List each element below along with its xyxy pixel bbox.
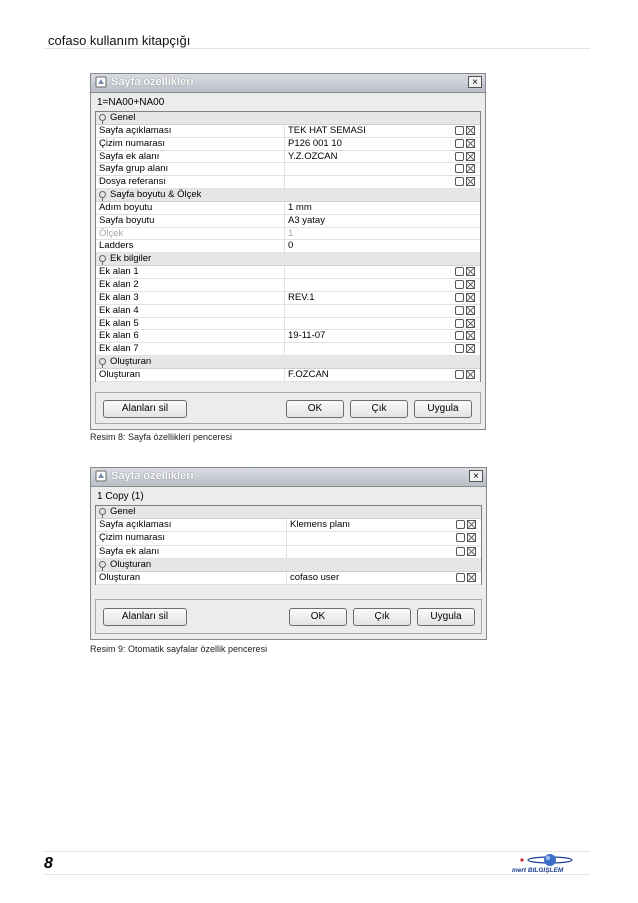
column-divider — [284, 240, 285, 252]
property-row[interactable] — [96, 292, 480, 305]
column-divider — [284, 163, 285, 175]
edit-icon[interactable] — [455, 267, 464, 276]
expand-icon[interactable] — [99, 191, 106, 198]
edit-icon[interactable] — [455, 331, 464, 340]
expand-icon[interactable] — [99, 561, 106, 568]
property-value[interactable]: 19-11-07 — [288, 330, 326, 342]
row-actions — [455, 344, 477, 354]
edit-icon[interactable] — [455, 344, 464, 353]
edit-icon[interactable] — [456, 547, 465, 556]
row-actions — [455, 319, 477, 329]
clear-fields-button[interactable]: Alanları sil — [103, 608, 187, 626]
property-row[interactable] — [96, 572, 481, 585]
brand-logo — [512, 852, 582, 876]
property-name: Ek alan 3 — [99, 291, 139, 303]
title-bar[interactable] — [91, 468, 486, 487]
column-divider — [286, 532, 287, 544]
column-divider — [286, 546, 287, 558]
delete-icon[interactable] — [466, 152, 475, 161]
ok-button[interactable]: OK — [286, 400, 344, 418]
row-actions — [456, 533, 478, 543]
column-divider — [284, 266, 285, 278]
row-actions — [455, 267, 477, 277]
property-row[interactable] — [96, 266, 480, 279]
edit-icon[interactable] — [455, 177, 464, 186]
section-label: Oluşturan — [110, 356, 152, 368]
edit-icon[interactable] — [455, 293, 464, 302]
property-value[interactable]: TEK HAT SEMASI — [288, 124, 366, 136]
property-name: Çizim numarası — [99, 137, 165, 149]
button-bar — [95, 599, 482, 634]
row-actions — [455, 177, 477, 187]
page-properties-dialog — [90, 73, 486, 430]
column-divider — [284, 151, 285, 163]
section-label: Oluşturan — [110, 558, 152, 570]
delete-icon[interactable] — [466, 319, 475, 328]
row-actions — [456, 573, 478, 583]
ok-button[interactable]: OK — [289, 608, 347, 626]
expand-icon[interactable] — [99, 358, 106, 365]
dialog-title: Sayfa özellikleri — [111, 470, 194, 482]
column-divider — [284, 215, 285, 227]
column-divider — [284, 343, 285, 355]
property-name: Sayfa açıklaması — [99, 519, 172, 531]
expand-icon[interactable] — [99, 255, 106, 262]
property-name: Dosya referansı — [99, 176, 167, 188]
section-label: Genel — [110, 506, 136, 517]
column-divider — [284, 330, 285, 342]
property-name: Ladders — [99, 240, 134, 252]
edit-icon[interactable] — [456, 520, 465, 529]
row-actions — [455, 280, 477, 290]
section-label: Genel — [110, 112, 136, 123]
row-actions — [456, 520, 478, 530]
close-button[interactable]: × — [468, 76, 482, 88]
properties-table — [95, 505, 482, 585]
property-name: Sayfa grup alanı — [99, 163, 169, 175]
column-divider — [284, 138, 285, 150]
exit-button[interactable]: Çık — [353, 608, 411, 626]
column-divider — [284, 369, 285, 381]
property-row[interactable] — [96, 151, 480, 164]
row-actions — [456, 547, 478, 557]
document-title: cofaso kullanım kitapçığı — [48, 33, 191, 48]
delete-icon[interactable] — [466, 267, 475, 276]
delete-icon[interactable] — [467, 520, 476, 529]
property-name: Ek alan 2 — [99, 278, 139, 290]
section-header[interactable] — [96, 356, 480, 369]
row-actions — [455, 293, 477, 303]
footer-divider-bottom — [44, 874, 590, 875]
property-name: Sayfa boyutu — [99, 214, 155, 226]
property-value[interactable]: F.OZCAN — [288, 368, 329, 380]
property-row[interactable] — [96, 163, 480, 176]
edit-icon[interactable] — [455, 370, 464, 379]
property-row[interactable] — [96, 125, 480, 138]
property-value[interactable]: Klemens planı — [290, 519, 351, 531]
column-divider — [284, 305, 285, 317]
delete-icon[interactable] — [466, 177, 475, 186]
app-icon — [95, 470, 107, 482]
property-row[interactable] — [96, 318, 480, 331]
column-divider — [284, 125, 285, 137]
property-row[interactable] — [96, 519, 481, 532]
delete-icon[interactable] — [467, 547, 476, 556]
edit-icon[interactable] — [456, 573, 465, 582]
column-divider — [284, 318, 285, 330]
section-header[interactable] — [96, 506, 481, 519]
page-identifier: 1=NA00+NA00 — [97, 97, 165, 108]
column-divider — [284, 176, 285, 188]
delete-icon[interactable] — [466, 280, 475, 289]
property-name: Ek alan 1 — [99, 266, 139, 278]
edit-icon[interactable] — [455, 139, 464, 148]
property-name: Oluşturan — [99, 368, 141, 380]
app-icon — [95, 76, 107, 88]
dialog-title: Sayfa özellikleri — [111, 76, 194, 88]
expand-icon[interactable] — [99, 114, 106, 121]
section-header[interactable] — [96, 253, 480, 266]
figure-caption-9: Resim 9: Otomatik sayfalar özellik penceresi — [90, 644, 268, 654]
property-row[interactable] — [96, 343, 480, 356]
property-row[interactable] — [96, 369, 480, 382]
row-actions — [455, 306, 477, 316]
property-name: Ölçek — [99, 227, 124, 239]
property-value[interactable]: Y.Z.OZCAN — [288, 150, 338, 162]
property-name: Ek alan 5 — [99, 317, 139, 329]
edit-icon[interactable] — [455, 319, 464, 328]
delete-icon[interactable] — [466, 344, 475, 353]
page-number: 8 — [44, 855, 53, 872]
expand-icon[interactable] — [99, 508, 106, 515]
property-value[interactable]: 1 mm — [288, 201, 312, 213]
property-row[interactable] — [96, 240, 480, 253]
delete-icon[interactable] — [466, 164, 475, 173]
property-row[interactable] — [96, 305, 480, 318]
section-header[interactable] — [96, 189, 480, 202]
property-name: Ek alan 7 — [99, 343, 139, 355]
row-actions — [455, 164, 477, 174]
property-value[interactable]: cofaso user — [290, 571, 340, 583]
property-name: Oluşturan — [99, 571, 141, 583]
figure-caption-8: Resim 8: Sayfa özellikleri penceresi — [90, 432, 233, 442]
button-bar — [95, 392, 481, 424]
property-name: Sayfa ek alanı — [99, 545, 160, 557]
column-divider — [286, 519, 287, 531]
row-actions — [455, 152, 477, 162]
section-label: Sayfa boyutu & Ölçek — [110, 189, 202, 201]
column-divider — [284, 228, 285, 240]
row-actions — [455, 126, 477, 136]
edit-icon[interactable] — [456, 533, 465, 542]
delete-icon[interactable] — [467, 573, 476, 582]
property-name: Ek alan 4 — [99, 304, 139, 316]
property-row[interactable] — [96, 330, 480, 343]
row-actions — [455, 139, 477, 149]
delete-icon[interactable] — [467, 533, 476, 542]
clear-fields-button[interactable]: Alanları sil — [103, 400, 187, 418]
property-row[interactable] — [96, 228, 480, 241]
property-row[interactable] — [96, 532, 481, 545]
delete-icon[interactable] — [466, 370, 475, 379]
apply-button[interactable]: Uygula — [417, 608, 475, 626]
delete-icon[interactable] — [466, 306, 475, 315]
property-value: 1 — [288, 227, 294, 239]
section-header[interactable] — [96, 559, 481, 572]
property-value[interactable]: REV.1 — [288, 291, 315, 303]
footer-divider-top — [44, 851, 590, 852]
property-row[interactable] — [96, 176, 480, 189]
property-name: Sayfa ek alanı — [99, 150, 160, 162]
property-name: Adım boyutu — [99, 201, 153, 213]
property-value[interactable]: 0 — [288, 240, 294, 252]
delete-icon[interactable] — [466, 126, 475, 135]
edit-icon[interactable] — [455, 306, 464, 315]
row-actions — [455, 331, 477, 341]
section-label: Ek bilgiler — [110, 253, 152, 265]
edit-icon[interactable] — [455, 126, 464, 135]
exit-button[interactable]: Çık — [350, 400, 408, 418]
properties-table — [95, 111, 481, 382]
delete-icon[interactable] — [466, 331, 475, 340]
property-row[interactable] — [96, 215, 480, 228]
page-identifier: 1 Copy (1) — [97, 491, 144, 502]
column-divider — [284, 279, 285, 291]
property-name: Çizim numarası — [99, 532, 165, 544]
edit-icon[interactable] — [455, 164, 464, 173]
header-divider — [44, 48, 590, 49]
column-divider — [284, 202, 285, 214]
title-bar[interactable] — [91, 74, 485, 93]
column-divider — [286, 572, 287, 584]
property-name: Ek alan 6 — [99, 330, 139, 342]
brand-name: mert BILGIŞLEM — [512, 867, 564, 874]
apply-button[interactable]: Uygula — [414, 400, 472, 418]
delete-icon[interactable] — [466, 139, 475, 148]
column-divider — [284, 292, 285, 304]
globe-icon — [512, 852, 582, 868]
property-value[interactable]: P126 001 10 — [288, 137, 342, 149]
auto-page-properties-dialog — [90, 467, 487, 640]
property-value[interactable]: A3 yatay — [288, 214, 325, 226]
section-header[interactable] — [96, 112, 480, 125]
property-row[interactable] — [96, 138, 480, 151]
property-row[interactable] — [96, 546, 481, 559]
delete-icon[interactable] — [466, 293, 475, 302]
close-button[interactable]: × — [469, 470, 483, 482]
property-row[interactable] — [96, 202, 480, 215]
property-name: Sayfa açıklaması — [99, 124, 172, 136]
edit-icon[interactable] — [455, 280, 464, 289]
row-actions — [455, 370, 477, 380]
property-row[interactable] — [96, 279, 480, 292]
edit-icon[interactable] — [455, 152, 464, 161]
